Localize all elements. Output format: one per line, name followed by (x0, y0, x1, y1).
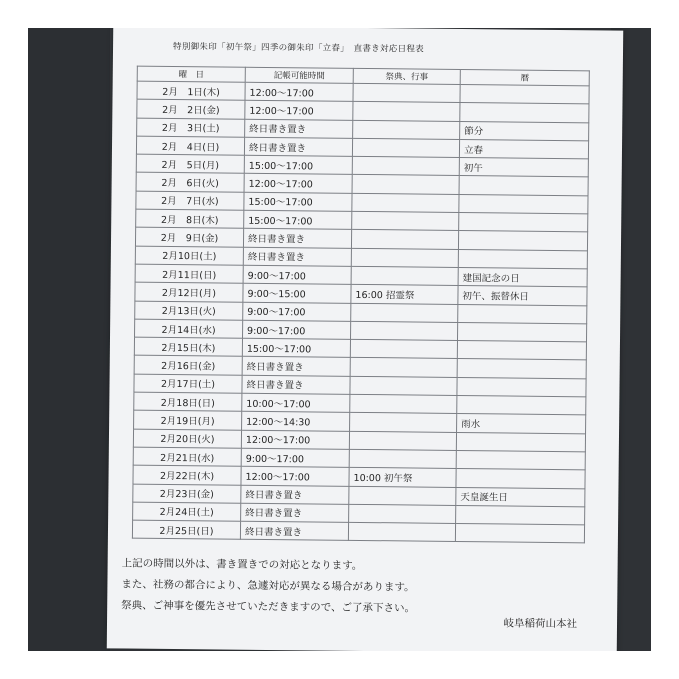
cell-event (349, 449, 456, 468)
cell-date: 2月 1日(木) (137, 81, 245, 100)
cell-koyomi (459, 213, 588, 233)
cell-time: 終日書き置き (242, 375, 350, 394)
cell-date: 2月10日(土) (135, 246, 243, 265)
cell-event (352, 193, 459, 212)
cell-koyomi (458, 231, 587, 251)
cell-date: 2月24日(土) (133, 502, 241, 521)
cell-date: 2月 3日(土) (137, 118, 245, 137)
cell-time: 9:00〜17:00 (243, 302, 351, 321)
cell-date: 2月16日(金) (134, 356, 242, 375)
cell-koyomi (457, 396, 586, 416)
cell-event (350, 394, 457, 413)
cell-koyomi (456, 450, 585, 470)
cell-event (353, 102, 460, 121)
cell-date: 2月25日(日) (132, 520, 240, 539)
cell-time: 12:00〜17:00 (245, 101, 353, 120)
cell-time: 終日書き置き (244, 137, 352, 156)
cell-event (352, 211, 459, 230)
header-koyomi: 暦 (460, 69, 589, 85)
cell-koyomi (456, 432, 585, 452)
cell-time: 12:00〜17:00 (241, 430, 349, 449)
cell-time: 終日書き置き (243, 229, 351, 248)
cell-koyomi: 立春 (459, 139, 588, 159)
cell-event (350, 413, 457, 432)
cell-koyomi (458, 304, 587, 324)
cell-koyomi: 建国記念の日 (458, 267, 587, 287)
cell-koyomi (456, 505, 585, 525)
cell-time: 終日書き置き (243, 247, 351, 266)
cell-date: 2月 9日(金) (135, 227, 243, 246)
header-weekday: 曜 日 (137, 66, 245, 82)
cell-koyomi: 天皇誕生日 (456, 487, 585, 507)
cell-time: 終日書き置き (245, 119, 353, 138)
cell-date: 2月14日(水) (135, 319, 243, 338)
header-time: 記帳可能時間 (245, 67, 353, 83)
cell-date: 2月 8日(木) (136, 209, 244, 228)
cell-koyomi (456, 469, 585, 489)
cell-event: 10:00 初午祭 (349, 468, 456, 487)
cell-event (351, 230, 458, 249)
cell-date: 2月 5日(月) (136, 154, 244, 173)
cell-event (353, 120, 460, 139)
cell-koyomi (457, 341, 586, 361)
cell-time: 12:00〜17:00 (245, 82, 353, 101)
cell-time: 12:00〜14:30 (242, 412, 350, 431)
cell-date: 2月 4日(日) (136, 136, 244, 155)
cell-date: 2月22日(木) (133, 465, 241, 484)
cell-date: 2月 7日(水) (136, 191, 244, 210)
cell-date: 2月11日(日) (135, 264, 243, 283)
header-event: 祭典、行事 (353, 68, 460, 84)
cell-date: 2月19日(月) (134, 410, 242, 429)
cell-event (349, 504, 456, 523)
cell-time: 12:00〜17:00 (241, 466, 349, 485)
cell-event (349, 431, 456, 450)
cell-event (352, 157, 459, 176)
cell-time: 9:00〜17:00 (241, 448, 349, 467)
cell-koyomi (457, 359, 586, 379)
cell-time: 終日書き置き (240, 521, 348, 540)
cell-date: 2月15日(木) (134, 337, 242, 356)
cell-time: 12:00〜17:00 (244, 174, 352, 193)
cell-event: 16:00 招霊祭 (351, 285, 458, 304)
cell-event (348, 522, 455, 541)
cell-koyomi (459, 194, 588, 214)
cell-koyomi (459, 176, 588, 196)
cell-date: 2月21日(水) (133, 447, 241, 466)
cell-time: 9:00〜15:00 (243, 283, 351, 302)
cell-koyomi (455, 524, 584, 544)
dark-background-left (28, 28, 110, 651)
cell-time: 9:00〜17:00 (243, 265, 351, 284)
schedule-paper (107, 28, 623, 651)
document-title: 特別御朱印「初午祭」四季の御朱印「立春」 直書き対応日程表 (173, 41, 425, 55)
cell-date: 2月18日(日) (134, 392, 242, 411)
cell-date: 2月12日(月) (135, 282, 243, 301)
cell-koyomi (458, 249, 587, 269)
cell-event (350, 321, 457, 340)
shrine-signature: 岐阜稲荷山本社 (503, 617, 578, 631)
cell-time: 10:00〜17:00 (242, 393, 350, 412)
cell-event (351, 266, 458, 285)
cell-koyomi: 初午 (459, 158, 588, 178)
cell-event (349, 486, 456, 505)
cell-date: 2月23日(金) (133, 484, 241, 503)
cell-koyomi (457, 377, 586, 397)
cell-date: 2月17日(土) (134, 374, 242, 393)
cell-event (353, 83, 460, 102)
cell-date: 2月 6日(火) (136, 173, 244, 192)
note-line: また、社務の都合により、急遽対応が異なる場合があります。 (121, 578, 415, 594)
cell-time: 9:00〜17:00 (243, 320, 351, 339)
notes (121, 553, 592, 621)
cell-time: 15:00〜17:00 (242, 338, 350, 357)
cell-event (351, 248, 458, 267)
cell-event (352, 175, 459, 194)
photo-frame (28, 28, 651, 651)
cell-time: 終日書き置き (241, 485, 349, 504)
cell-date: 2月 2日(金) (137, 99, 245, 118)
table-row (132, 520, 584, 543)
cell-koyomi (457, 322, 586, 342)
cell-koyomi: 節分 (460, 121, 589, 141)
cell-date: 2月13日(火) (135, 301, 243, 320)
note-line: 祭典、ご神事を優先させていただきますので、ご了承下さい。 (121, 599, 416, 615)
cell-date: 2月20日(火) (133, 429, 241, 448)
cell-event (351, 303, 458, 322)
cell-event (350, 340, 457, 359)
note-line: 上記の時間以外は、書き置きでの対応となります。 (121, 557, 363, 572)
cell-time: 15:00〜17:00 (244, 210, 352, 229)
cell-koyomi: 雨水 (457, 414, 586, 434)
cell-koyomi (460, 103, 589, 123)
schedule-table (132, 66, 590, 544)
cell-time: 15:00〜17:00 (244, 192, 352, 211)
cell-time: 終日書き置き (241, 503, 349, 522)
cell-event (352, 138, 459, 157)
cell-koyomi (460, 84, 589, 104)
cell-time: 終日書き置き (242, 357, 350, 376)
cell-koyomi: 初午、振替休日 (458, 286, 587, 306)
cell-event (350, 376, 457, 395)
cell-time: 15:00〜17:00 (244, 155, 352, 174)
cell-event (350, 358, 457, 377)
